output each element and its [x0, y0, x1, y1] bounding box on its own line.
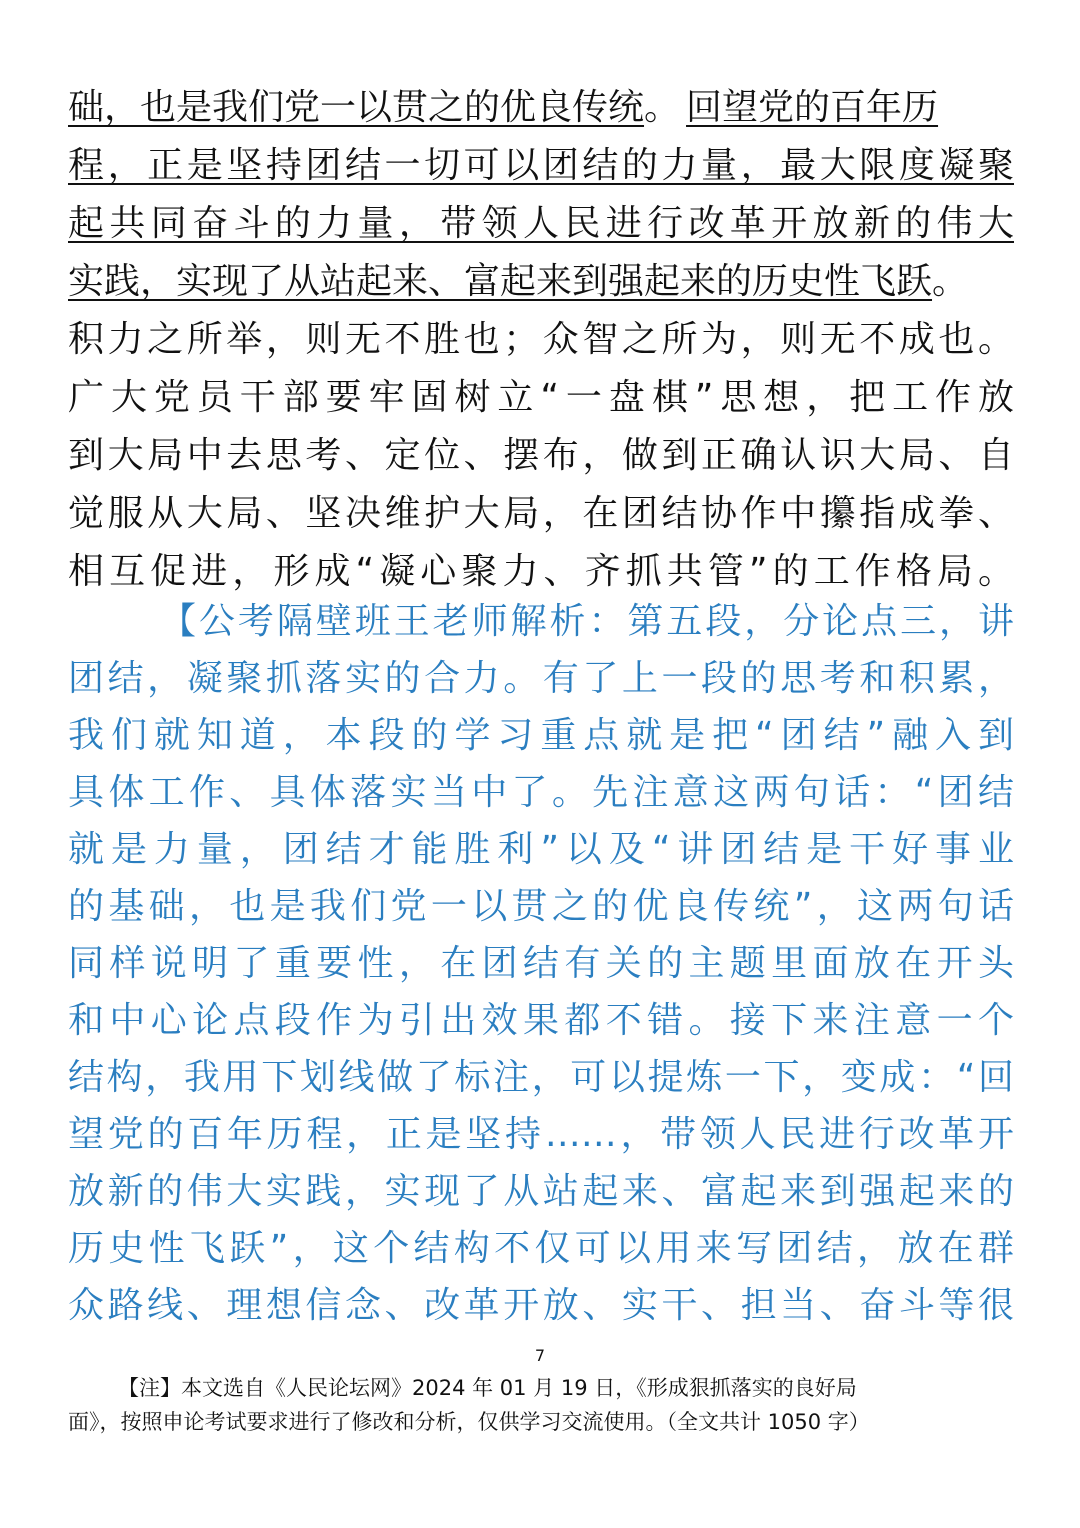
analysis-line-3: 我们就知道，本段的学习重点就是把“团结”融入到 [68, 715, 1014, 756]
analysis-line-6: 的基础，也是我们党一以贯之的优良传统”，这两句话 [68, 886, 1014, 927]
body-line-4 [68, 254, 1014, 310]
page-number: 7 [534, 1346, 546, 1365]
analysis-line-11: 放新的伟大实践，实现了从站起来、富起来到强起来的 [68, 1171, 1014, 1212]
analysis-line-8: 和中心论点段作为引出效果都不错。接下来注意一个 [68, 1000, 1014, 1041]
analysis-line-7: 同样说明了重要性，在团结有关的主题里面放在开头 [68, 943, 1014, 984]
body-line-2: 程，正是坚持团结一切可以团结的力量，最大限度凝聚 [68, 145, 1014, 186]
analysis-line-1: 【公考隔壁班王老师解析：第五段，分论点三，讲 [160, 601, 1014, 642]
underlined-text: 础，也是我们党一以贯之的优良传统 [68, 87, 645, 128]
body-line-1 [68, 80, 1014, 136]
footer-note-line-1: 【注】本文选自《人民论坛网》2024 年 01 月 19 日，《形成狠抓落实的良好局 [118, 1376, 857, 1400]
analysis-line-13: 众路线、理想信念、改革开放、实干、担当、奋斗等很 [68, 1285, 1014, 1326]
period: 。 [932, 261, 969, 302]
underlined-text: 实践，实现了从站起来、富起来到强起来的历史性飞跃 [68, 261, 933, 302]
body-line-7: 到大局中去思考、定位、摆布，做到正确认识大局、自 [68, 435, 1014, 476]
analysis-line-2: 团结，凝聚抓落实的合力。有了上一段的思考和积累， [68, 658, 1014, 699]
footer-note-line-2: 面》，按照申论考试要求进行了修改和分析，仅供学习交流使用。（全文共计 1050 字） [68, 1410, 870, 1434]
body-line-9: 相互促进，形成“凝心聚力、齐抓共管”的工作格局。 [68, 551, 1014, 592]
analysis-line-10: 望党的百年历程，正是坚持……，带领人民进行改革开 [68, 1114, 1014, 1155]
analysis-line-12: 历史性飞跃”，这个结构不仅可以用来写团结，放在群 [68, 1228, 1014, 1269]
period: 。 [644, 87, 681, 128]
analysis-line-9: 结构，我用下划线做了标注，可以提炼一下，变成：“回 [68, 1057, 1014, 1098]
body-line-5: 积力之所举，则无不胜也；众智之所为，则无不成也。 [68, 319, 1014, 360]
body-line-3: 起共同奋斗的力量，带领人民进行改革开放新的伟大 [68, 203, 1014, 244]
analysis-line-4: 具体工作、具体落实当中了。先注意这两句话：“团结 [68, 772, 1014, 813]
underlined-text: 回望党的百年历 [686, 87, 939, 128]
body-line-8: 觉服从大局、坚决维护大局，在团结协作中攥指成拳、 [68, 493, 1014, 534]
body-line-6: 广大党员干部要牢固树立“一盘棋”思想，把工作放 [68, 377, 1014, 418]
analysis-line-5: 就是力量，团结才能胜利”以及“讲团结是干好事业 [68, 829, 1014, 870]
